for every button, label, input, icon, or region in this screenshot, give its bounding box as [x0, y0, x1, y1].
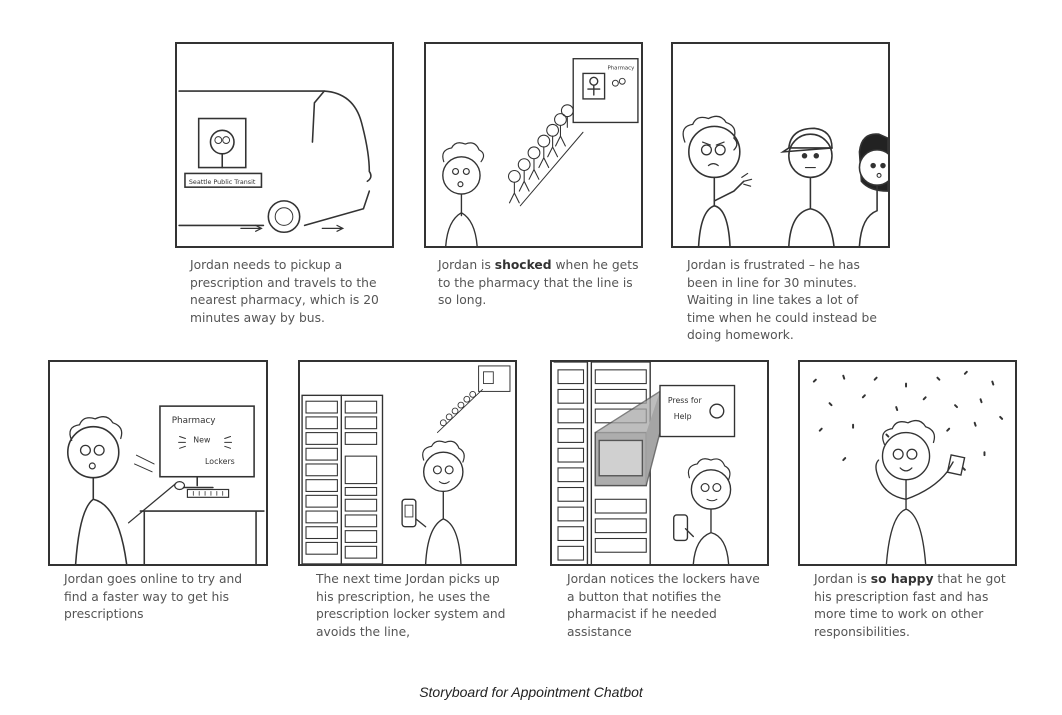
caption-6: [567, 571, 765, 641]
caption-2-text-pre: Jordan is: [438, 258, 495, 272]
screen-text-lockers: Lockers: [205, 456, 235, 466]
storyboard-caption: Storyboard for Appointment Chatbot: [419, 684, 643, 700]
caption-4: [64, 571, 264, 624]
storyboard-panel-6: [550, 360, 769, 566]
caption-4-text: Jordan goes online to try and find a faster way to get his prescriptions: [64, 572, 243, 622]
screen-text-pharmacy: Pharmacy: [171, 415, 216, 426]
bus-sign-text: Seattle Public Transit: [188, 178, 256, 187]
online-search-illustration: [50, 362, 266, 564]
storyboard-panel-5: [298, 360, 517, 566]
caption-3-text: Jordan is frustrated – he has been in line for 30 minutes. Waiting in line takes a lot of time when he could instead be doing homework.: [687, 258, 877, 343]
frustrated-line-illustration: [673, 44, 888, 246]
help-sign-line2: Help: [673, 411, 692, 421]
caption-7-text-bold: so happy: [870, 572, 934, 586]
caption-5: [316, 571, 514, 641]
caption-2: [438, 257, 643, 310]
storyboard-panel-7: [798, 360, 1017, 566]
storyboard-panel-2: [424, 42, 643, 248]
locker-pickup-illustration: [300, 362, 515, 564]
caption-1-text: Jordan needs to pickup a prescription and travels to the nearest pharmacy, which is 20 minutes away by bus.: [190, 258, 379, 325]
pharmacy-sign-text: Pharmacy: [607, 65, 635, 72]
caption-1: [190, 257, 390, 327]
caption-3: [687, 257, 887, 345]
bus-illustration: [177, 44, 392, 246]
storyboard-panel-3: [671, 42, 890, 248]
help-sign-line1: Press for: [667, 396, 702, 406]
caption-2-text-bold: shocked: [494, 258, 552, 272]
caption-7: [814, 571, 1014, 641]
storyboard-panel-4: [48, 360, 268, 566]
caption-7-text-post: that he got his prescription fast and has more time to work on other responsibilities.: [814, 572, 1006, 639]
help-button-illustration: [552, 362, 767, 564]
caption-6-text: Jordan notices the lockers have a button that notifies the pharmacist if he needed assistance: [567, 572, 760, 639]
caption-5-text: The next time Jordan picks up his prescription, he uses the prescription locker system and avoids the line,: [316, 572, 506, 639]
caption-2-text-post: when he gets to the pharmacy that the line is so long.: [438, 258, 639, 308]
pharmacy-line-illustration: [426, 44, 641, 246]
screen-text-new: New: [193, 435, 211, 445]
caption-7-text-pre: Jordan is: [814, 572, 871, 586]
storyboard-panel-1: [175, 42, 394, 248]
happy-jordan-illustration: [800, 362, 1015, 564]
